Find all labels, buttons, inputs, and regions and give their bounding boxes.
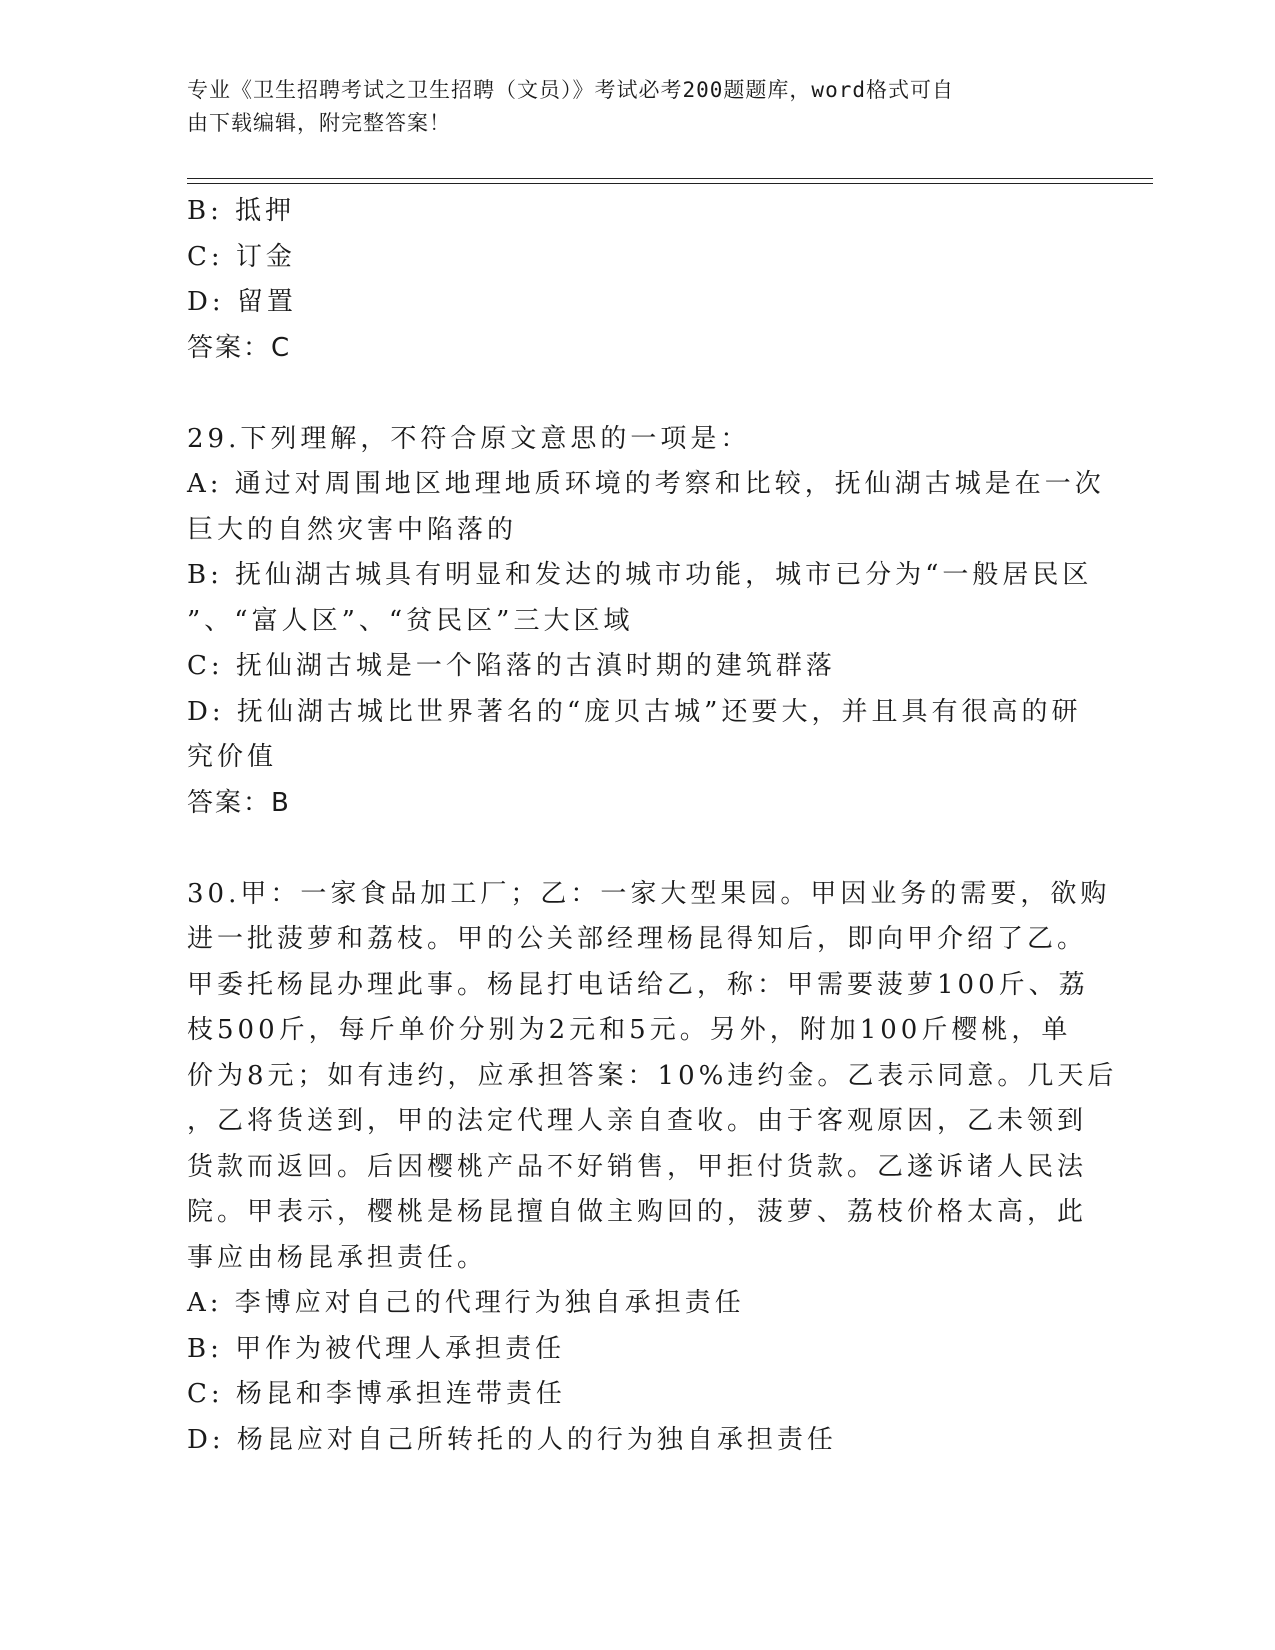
document-header bbox=[187, 74, 1067, 140]
option-d: D: 留置 bbox=[187, 287, 297, 317]
option-c: C: 杨昆和李博承担连带责任 bbox=[187, 1379, 566, 1409]
question-30 bbox=[187, 872, 1118, 1464]
question-stem: 29.下列理解，不符合原文意思的一项是： bbox=[187, 423, 751, 454]
question-stem-continued: 货款而返回。后因樱桃产品不好销售，甲拒付货款。乙遂诉诸人民法 bbox=[187, 1151, 1088, 1182]
header-line-2: 由下载编辑，附完整答案！ bbox=[187, 111, 451, 135]
option-d: D: 抚仙湖古城比世界著名的“庞贝古城”还要大，并且具有很高的研 bbox=[187, 696, 1082, 727]
question-stem-continued: 枝500斤，每斤单价分别为2元和5元。另外，附加100斤樱桃，单 bbox=[187, 1015, 1072, 1045]
option-b: B: 抵押 bbox=[187, 196, 296, 226]
question-stem-continued: 进一批菠萝和荔枝。甲的公关部经理杨昆得知后，即向甲介绍了乙。 bbox=[187, 924, 1088, 954]
answer-line: 答案：B bbox=[187, 787, 291, 818]
question-stem-continued: 价为8元；如有违约，应承担答案：10%违约金。乙表示同意。几天后 bbox=[187, 1060, 1118, 1091]
option-a: A: 通过对周围地区地理地质环境的考察和比较，抚仙湖古城是在一次 bbox=[187, 469, 1105, 499]
answer-line: 答案：C bbox=[187, 332, 292, 363]
question-28-tail bbox=[187, 189, 1087, 371]
question-gap bbox=[187, 371, 1087, 417]
question-stem-continued: ，乙将货送到，甲的法定代理人亲自查收。由于客观原因，乙未领到 bbox=[187, 1106, 1088, 1136]
question-29 bbox=[187, 417, 1105, 827]
option-a: A: 李博应对自己的代理行为独自承担责任 bbox=[187, 1288, 745, 1318]
question-stem-continued: 事应由杨昆承担责任。 bbox=[187, 1242, 488, 1273]
question-gap bbox=[187, 826, 1087, 872]
header-divider-top bbox=[187, 178, 1153, 179]
option-b: B: 甲作为被代理人承担责任 bbox=[187, 1333, 566, 1364]
question-stem-continued: 院。甲表示，樱桃是杨昆擅自做主购回的，菠萝、荔枝价格太高，此 bbox=[187, 1197, 1088, 1227]
header-line-1: 专业《卫生招聘考试之卫生招聘（文员）》考试必考200题题库，word格式可自 bbox=[187, 78, 954, 102]
header-divider-bottom bbox=[187, 183, 1153, 184]
option-b: B: 抚仙湖古城具有明显和发达的城市功能，城市已分为“一般居民区 bbox=[187, 560, 1093, 590]
document-body bbox=[187, 189, 1118, 1463]
option-a-continued: 巨大的自然灾害中陷落的 bbox=[187, 514, 518, 545]
option-c: C: 订金 bbox=[187, 241, 296, 272]
question-stem: 30.甲：一家食品加工厂；乙：一家大型果园。甲因业务的需要，欲购 bbox=[187, 878, 1111, 909]
question-stem-continued: 甲委托杨昆办理此事。杨昆打电话给乙，称：甲需要菠萝100斤、荔 bbox=[187, 969, 1089, 1000]
option-d: D: 杨昆应对自己所转托的人的行为独自承担责任 bbox=[187, 1424, 837, 1455]
option-c: C: 抚仙湖古城是一个陷落的古滇时期的建筑群落 bbox=[187, 651, 836, 681]
option-b-continued: ”、“富人区”、“贫民区”三大区域 bbox=[187, 605, 634, 636]
option-d-continued: 究价值 bbox=[187, 742, 278, 772]
